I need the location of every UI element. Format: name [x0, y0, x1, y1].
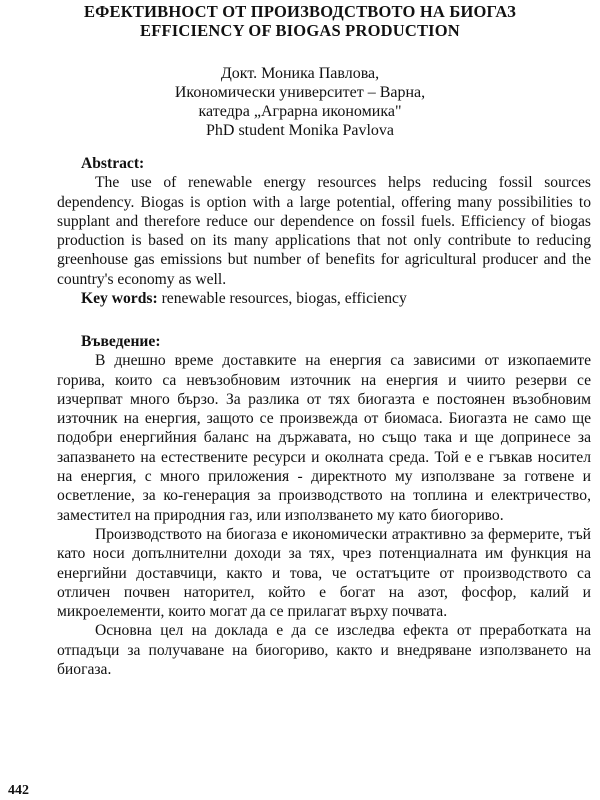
intro-paragraph-3: Основна цел на доклада е да се изследва ефекта от преработката на отпадъци за получаване на биогориво, както и внедряване използването на биогаза. [57, 622, 591, 679]
introduction-section [57, 332, 591, 679]
author-department: катедра „Аграрна икономика" [198, 103, 402, 120]
title-bulgarian: ЕФЕКТИВНОСТ ОТ ПРОИЗВОДСТВОТО НА БИОГАЗ [83, 2, 517, 21]
keywords-label: Key words: [81, 290, 158, 308]
author-university: Икономически университет – Варна, [174, 84, 426, 101]
title-english: EFFICIENCY OF BIOGAS PRODUCTION [140, 21, 460, 40]
abstract-text: The use of renewable energy resources helps reducing fossil sources dependency. Biogas is option with a large potential, offering many possibilities to supplant and therefore reduce our dependence on fossil fuels. Efficiency of biogas production is based on its many applications that not only contribute to reducing greenhouse gas emissions but number of benefits for agricultural producer and the country's economy as well. [57, 174, 591, 288]
author-name-bg: Докт. Моника Павлова, [220, 65, 380, 82]
page-number: 442 [8, 783, 29, 798]
author-block [0, 64, 600, 140]
intro-paragraph-1: В днешно време доставките на енергия са зависими от изкопаемите горива, които са невъзобновим източник на енергия и чиито резерви се изчерпват много бързо. За разлика от тях биогазта е постоянен възобновим източник на енергия, защото се произвежда от биомаса. Биогазта не само ще подобри енергийния баланс на държавата, но също така и ще допринесе за запазването на естествените ресурси и околната среда. Той е е гъвкав носител на енергия, с много приложения - директното му използване за готвене и осветление, за ко-генерация за производството на топлина и електричество, заместител на природния газ, или използването му като биогориво. [57, 352, 591, 524]
keywords-value: renewable resources, biogas, efficiency [161, 290, 407, 308]
intro-paragraph-2: Производството на биогаза е икономически атрактивно за фермерите, тъй като носи допълнителни доходи за тях, чрез потенциалната им функция на енергийни доставчици, както и това, че остатъците от производството са отличен почвен наторител, който е богат на азот, фосфор, калий и микроелементи, които могат да се прилагат върху почвата. [57, 525, 591, 621]
abstract-heading: Abstract: [81, 155, 145, 172]
keywords-line [57, 289, 591, 308]
abstract-section [57, 154, 591, 308]
author-name-en: PhD student Monika Pavlova [206, 122, 394, 139]
introduction-heading: Въведение: [81, 333, 161, 350]
